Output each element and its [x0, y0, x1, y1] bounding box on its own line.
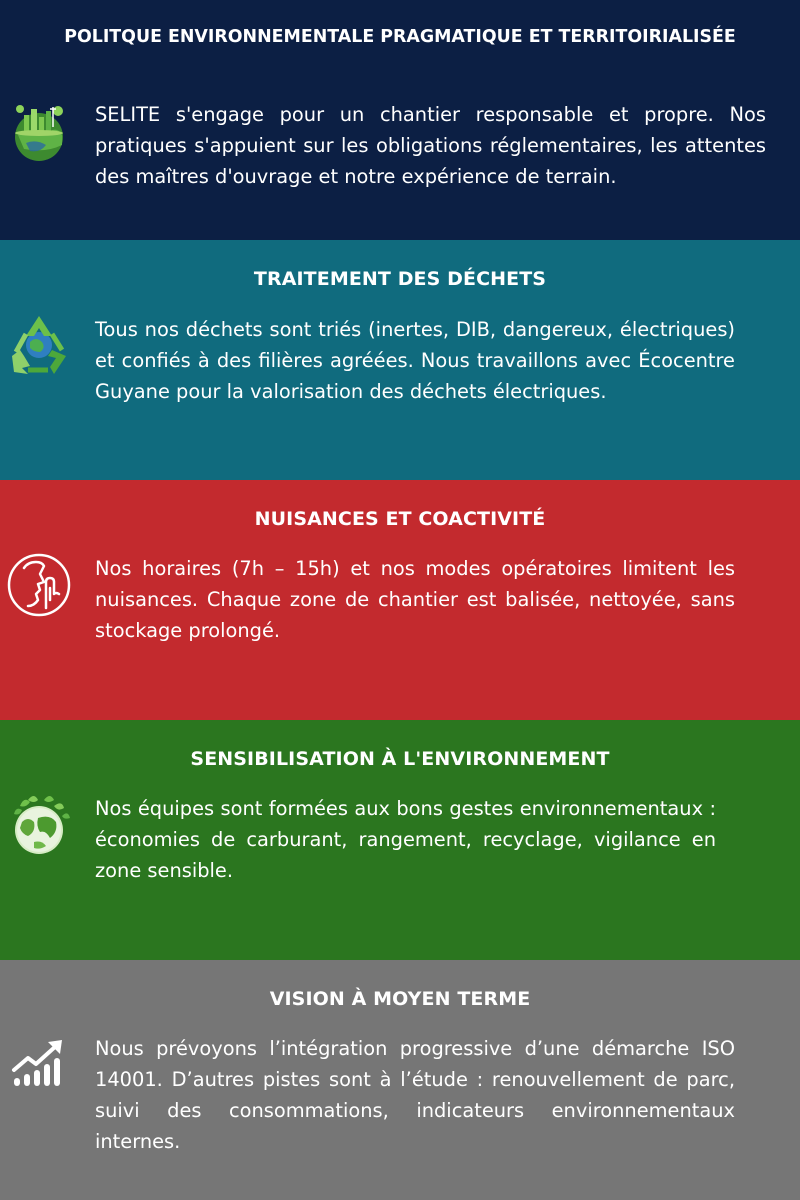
recycle-globe-icon [6, 312, 72, 378]
eco-city-globe-icon [6, 97, 72, 163]
section-vision-moyen-terme [0, 960, 800, 1200]
section-body: Nos équipes sont formées aux bons gestes environnementaux : économies de carburant, rangement, recyclage, vigilance en zone sensible. [95, 797, 716, 882]
section-body: Nos horaires (7h – 15h) et nos modes opératoires limitent les nuisances. Chaque zone de chantier est balisée, nettoyée, sans stockage prolongé. [95, 557, 735, 642]
section-traitement-dechets [0, 240, 800, 480]
section-title: SENSIBILISATION À L'ENVIRONNEMENT [190, 748, 610, 770]
section-sensibilisation [0, 720, 800, 960]
section-politique-environnementale [0, 0, 800, 240]
green-globe-icon [6, 792, 72, 858]
section-body: SELITE s'engage pour un chantier responsable et propre. Nos pratiques s'appuient sur les obligations réglementaires, les attentes des maîtres d'ouvrage et notre expérience de terrain. [95, 103, 766, 188]
section-nuisances-coactivite [0, 480, 800, 720]
section-title: POLITQUE ENVIRONNEMENTALE PRAGMATIQUE ET TERRITOIRIALISÉE [64, 27, 736, 47]
section-body: Nous prévoyons l’intégration progressive d’une démarche ISO 14001. D’autres pistes sont à l’étude : renouvellement de parc, suivi des consommations, indicateurs environnementaux internes. [95, 1037, 735, 1153]
silence-face-icon [6, 552, 72, 618]
section-title: VISION À MOYEN TERME [269, 988, 531, 1010]
section-title: NUISANCES ET COACTIVITÉ [254, 508, 546, 530]
section-title: TRAITEMENT DES DÉCHETS [253, 268, 547, 290]
section-body: Tous nos déchets sont triés (inertes, DIB, dangereux, électriques) et confiés à des filières agréées. Nous travaillons avec Écocentre Guyane pour la valorisation des déchets électriques. [95, 318, 735, 403]
growth-chart-icon [6, 1032, 72, 1098]
